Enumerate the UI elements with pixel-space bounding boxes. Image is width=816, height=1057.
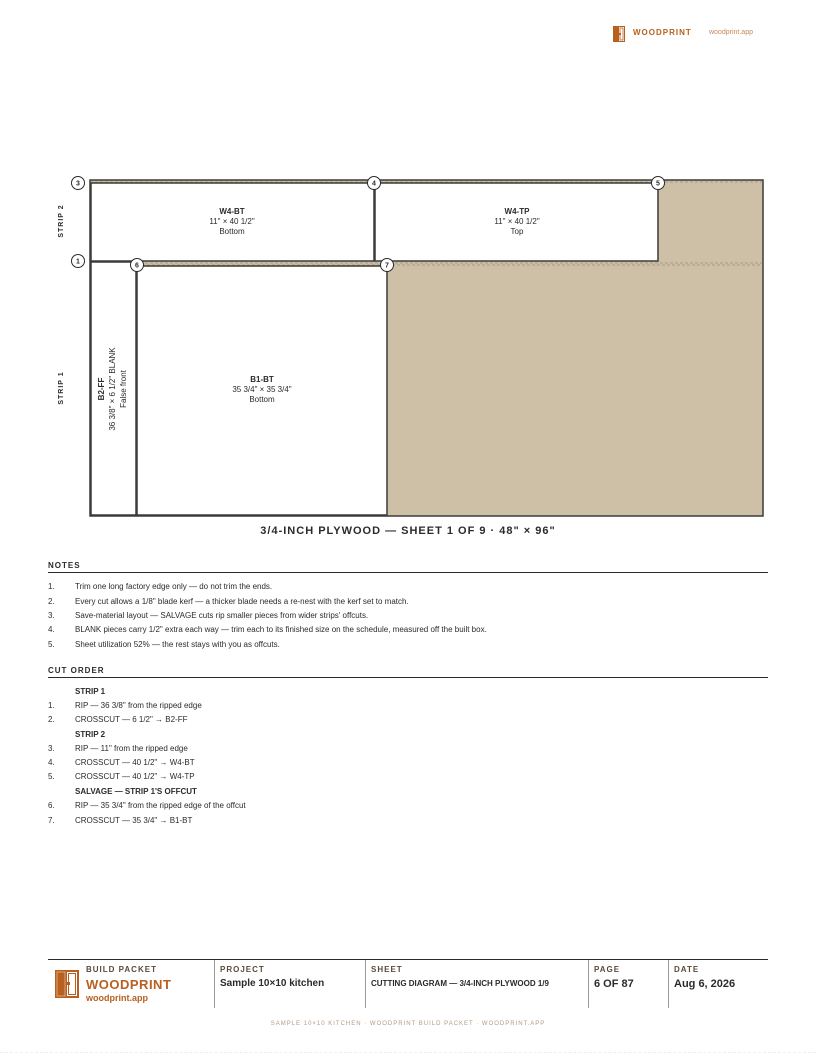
- cut-step: [48, 743, 768, 755]
- footer-divider: [365, 960, 366, 1008]
- page-edge: [0, 1052, 816, 1053]
- cut-step-number: 4.: [48, 758, 55, 767]
- cut-step: [48, 815, 768, 827]
- cut-step: [48, 714, 768, 726]
- cut-marker: [652, 177, 665, 190]
- piece-label-size: 11" × 40 1/2": [494, 217, 540, 226]
- brand-name: WOODPRINT: [633, 28, 692, 37]
- piece-label-id: B2-FF: [97, 377, 106, 401]
- cut-step-number: 7.: [48, 816, 55, 825]
- notes-heading: NOTES: [48, 561, 768, 573]
- piece-label-size: 11" × 40 1/2": [209, 217, 255, 226]
- cut-step-text: CROSSCUT — 35 3/4" → B1-BT: [75, 816, 193, 825]
- cut-step-number: 1.: [48, 701, 55, 710]
- piece-label-name: Top: [510, 227, 524, 236]
- svg-text:7: 7: [385, 262, 389, 270]
- brand-url: woodprint.app: [709, 29, 753, 36]
- title-block: [48, 959, 768, 1008]
- piece-label-name: Bottom: [249, 395, 275, 404]
- note-text: Trim one long factory edge only — do not trim the ends.: [75, 582, 273, 591]
- footer-brand-url: woodprint.app: [86, 993, 148, 1003]
- footer-date-label: DATE: [674, 965, 700, 974]
- cut-marker: [131, 259, 144, 272]
- note-number: 1.: [48, 582, 55, 591]
- piece-label-id: B1-BT: [250, 375, 274, 384]
- svg-text:6: 6: [135, 262, 139, 270]
- cut-step: [48, 800, 768, 812]
- svg-text:4: 4: [372, 180, 376, 188]
- footer-sheet-cell: [371, 960, 588, 1008]
- cut-group-label: STRIP 2: [75, 730, 106, 739]
- cabinet-logo-icon: [54, 969, 80, 999]
- svg-text:1: 1: [76, 258, 80, 266]
- footer-brand-name: WOODPRINT: [86, 977, 172, 992]
- footer-sheet-value: CUTTING DIAGRAM — 3/4-INCH PLYWOOD 1/9: [371, 979, 549, 988]
- footer-page-value: 6 OF 87: [594, 978, 634, 990]
- piece-label-id: W4-TP: [504, 207, 530, 216]
- cut-marker: [72, 255, 85, 268]
- note-number: 4.: [48, 625, 55, 634]
- piece-label-id: W4-BT: [219, 207, 245, 216]
- note-number: 2.: [48, 597, 55, 606]
- note-text: BLANK pieces carry 1/2" extra each way — trim each to its finished size on the schedule, measured off the built box.: [75, 625, 487, 634]
- cut-group-label: SALVAGE — STRIP 1'S OFFCUT: [75, 787, 197, 796]
- strip-label: STRIP 1: [58, 371, 65, 405]
- note-item: [48, 624, 768, 636]
- cut-step-number: 6.: [48, 801, 55, 810]
- footer-build-packet-label: BUILD PACKET: [86, 965, 157, 974]
- note-item: [48, 639, 768, 651]
- cut-step-text: CROSSCUT — 40 1/2" → W4-BT: [75, 758, 195, 767]
- note-item: [48, 581, 768, 593]
- cut-marker: [368, 177, 381, 190]
- note-item: [48, 610, 768, 622]
- footer-divider: [668, 960, 669, 1008]
- note-number: 5.: [48, 640, 55, 649]
- cut-group-label: STRIP 1: [75, 687, 106, 696]
- svg-text:5: 5: [656, 180, 660, 188]
- footer-page-cell: [594, 960, 668, 1008]
- sheet-title: 3/4-INCH PLYWOOD — SHEET 1 OF 9 · 48" × 96": [260, 525, 556, 537]
- note-text: Every cut allows a 1/8" blade kerf — a thicker blade needs a re-nest with the kerf set to match.: [75, 597, 409, 606]
- note-number: 3.: [48, 611, 55, 620]
- cut-step-number: 2.: [48, 715, 55, 724]
- cut-order-heading: CUT ORDER: [48, 666, 768, 678]
- piece-label-size: 36 3/8" × 6 1/2" BLANK: [108, 347, 117, 431]
- cut-step-number: 3.: [48, 744, 55, 753]
- cut-step-number: 5.: [48, 772, 55, 781]
- footer-divider: [214, 960, 215, 1008]
- cut-step: [48, 757, 768, 769]
- footer-date-value: Aug 6, 2026: [674, 978, 736, 990]
- footer-date-cell: [674, 960, 768, 1008]
- footer-page-label: PAGE: [594, 965, 621, 974]
- cut-step-text: RIP — 36 3/8" from the ripped edge: [75, 701, 202, 710]
- footer-brand-cell: [48, 960, 214, 1008]
- footer-project-value: Sample 10×10 kitchen: [220, 978, 325, 989]
- note-text: Sheet utilization 52% — the rest stays with you as offcuts.: [75, 640, 280, 649]
- footer-project-label: PROJECT: [220, 965, 265, 974]
- footer-project-cell: [220, 960, 365, 1008]
- cut-step-text: RIP — 35 3/4" from the ripped edge of the offcut: [75, 801, 246, 810]
- piece-label-name: False front: [119, 370, 128, 408]
- note-item: [48, 596, 768, 608]
- cut-step-text: CROSSCUT — 6 1/2" → B2-FF: [75, 715, 188, 724]
- cut-step-text: CROSSCUT — 40 1/2" → W4-TP: [75, 772, 195, 781]
- piece-label-name: Bottom: [219, 227, 245, 236]
- footer-divider: [588, 960, 589, 1008]
- strip-label: STRIP 2: [58, 204, 65, 238]
- colophon: SAMPLE 10×10 KITCHEN · WOODPRINT BUILD PACKET · WOODPRINT.APP: [270, 1021, 546, 1027]
- cut-step: [48, 700, 768, 712]
- footer-sheet-label: SHEET: [371, 965, 403, 974]
- cut-step: [48, 771, 768, 783]
- cut-step-text: RIP — 11" from the ripped edge: [75, 744, 188, 753]
- piece-label-size: 35 3/4" × 35 3/4": [232, 385, 292, 394]
- cut-marker: [72, 177, 85, 190]
- svg-text:3: 3: [76, 180, 80, 188]
- note-text: Save-material layout — SALVAGE cuts rip smaller pieces from wider strips' offcuts.: [75, 611, 369, 620]
- cut-marker: [381, 259, 394, 272]
